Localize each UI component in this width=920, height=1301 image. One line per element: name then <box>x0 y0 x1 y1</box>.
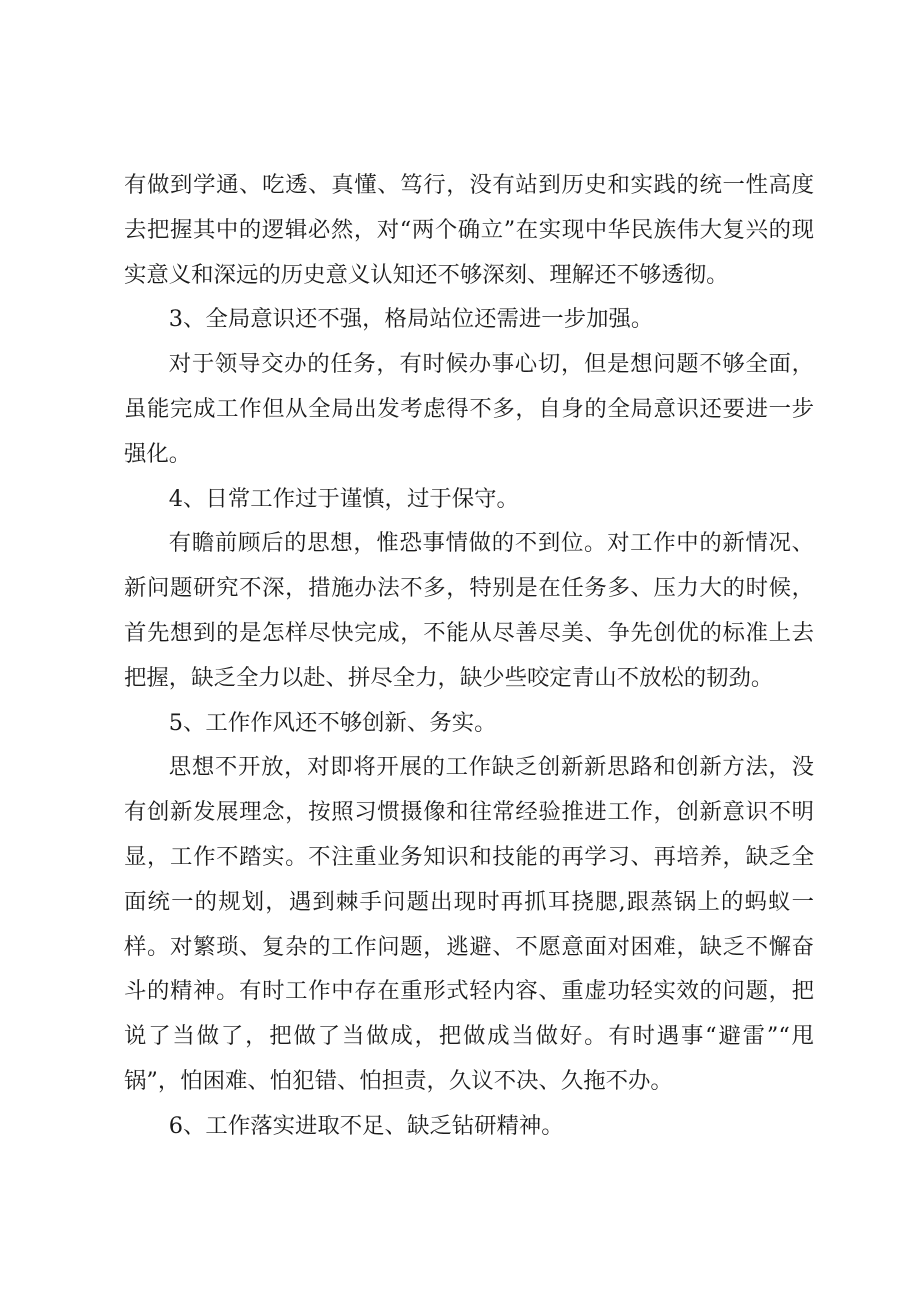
section-heading-6: 6、工作落实进取不足、缺乏钻研精神。 <box>168 1112 564 1139</box>
paragraph-4: 有瞻前顾后的思想，惟恐事情做的不到位。对工作中的新情况、新问题研究不深，措施办法不多，特别是在任务多、压力大的时候，首先想到的是怎样尽快完成，不能从尽善尽美、争先创优的标准上去把握，缺乏全力以赴、拼尽全力，缺少些咬定青山不放松的韧劲。 <box>124 530 814 691</box>
section-heading-3: 3、全局意识还不强，格局站位还需进一步加强。 <box>168 306 654 333</box>
paragraph-continued: 有做到学通、吃透、真懂、笃行，没有站到历史和实践的统一性高度去把握其中的逻辑必然，对“两个确立”在实现中华民族伟大复兴的现实意义和深远的历史意义认知还不够深刻、理解还不够透彻。 <box>124 172 814 288</box>
paragraph-5: 思想不开放，对即将开展的工作缺乏创新新思路和创新方法，没有创新发展理念，按照习惯摄像和往常经验推进工作，创新意识不明显，工作不踏实。不注重业务知识和技能的再学习、再培养，缺乏全面统一的规划，遇到棘手问题出现时再抓耳挠腮,跟蒸锅上的蚂蚁一样。对繁琐、复杂的工作问题，逃避、不愿意面对困难，缺乏不懈奋斗的精神。有时工作中存在重形式轻内容、重虚功轻实效的问题，把说了当做了，把做了当做成，把做成当做好。有时遇事“避雷”“甩锅”，怕困难、怕犯错、怕担责，久议不决、久拖不办。 <box>124 754 814 1094</box>
section-heading-4: 4、日常工作过于谨慎，过于保守。 <box>168 485 519 512</box>
document-page <box>124 163 814 1149</box>
section-heading-5: 5、工作作风还不够创新、务实。 <box>168 709 497 736</box>
paragraph-3: 对于领导交办的任务，有时候办事心切，但是想问题不够全面，虽能完成工作但从全局出发考虑得不多，自身的全局意识还要进一步强化。 <box>124 351 814 467</box>
